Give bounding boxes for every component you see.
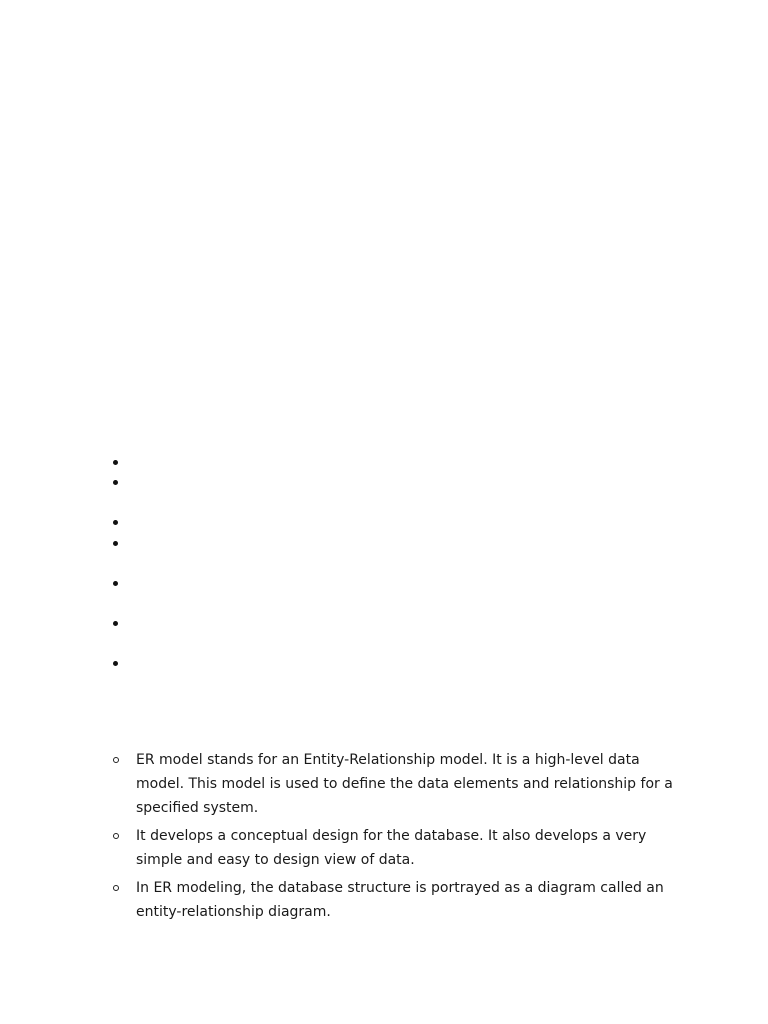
list-bullet-icon <box>113 541 118 546</box>
hollow-bullet-icon <box>113 757 119 763</box>
empty-bullet-list <box>108 0 148 700</box>
hollow-bullet-icon <box>113 833 119 839</box>
list-item <box>112 748 682 820</box>
list-item-text: It develops a conceptual design for the database. It also develops a very simple and easy to design view of data. <box>136 828 647 868</box>
list-bullet-icon <box>113 520 118 525</box>
list-bullet-icon <box>113 581 118 586</box>
list-bullet-icon <box>113 480 118 485</box>
list-item <box>112 876 682 924</box>
list-bullet-icon <box>113 460 118 465</box>
list-item <box>112 824 682 872</box>
list-item-text: In ER modeling, the database structure is portrayed as a diagram called an entity-relationship diagram. <box>136 880 664 920</box>
list-bullet-icon <box>113 661 118 666</box>
hollow-bullet-icon <box>113 885 119 891</box>
er-model-bullet-list <box>112 748 682 928</box>
list-bullet-icon <box>113 621 118 626</box>
list-item-text: ER model stands for an Entity-Relationship model. It is a high-level data model. This model is used to define the data elements and relationship for a specified system. <box>136 752 673 816</box>
